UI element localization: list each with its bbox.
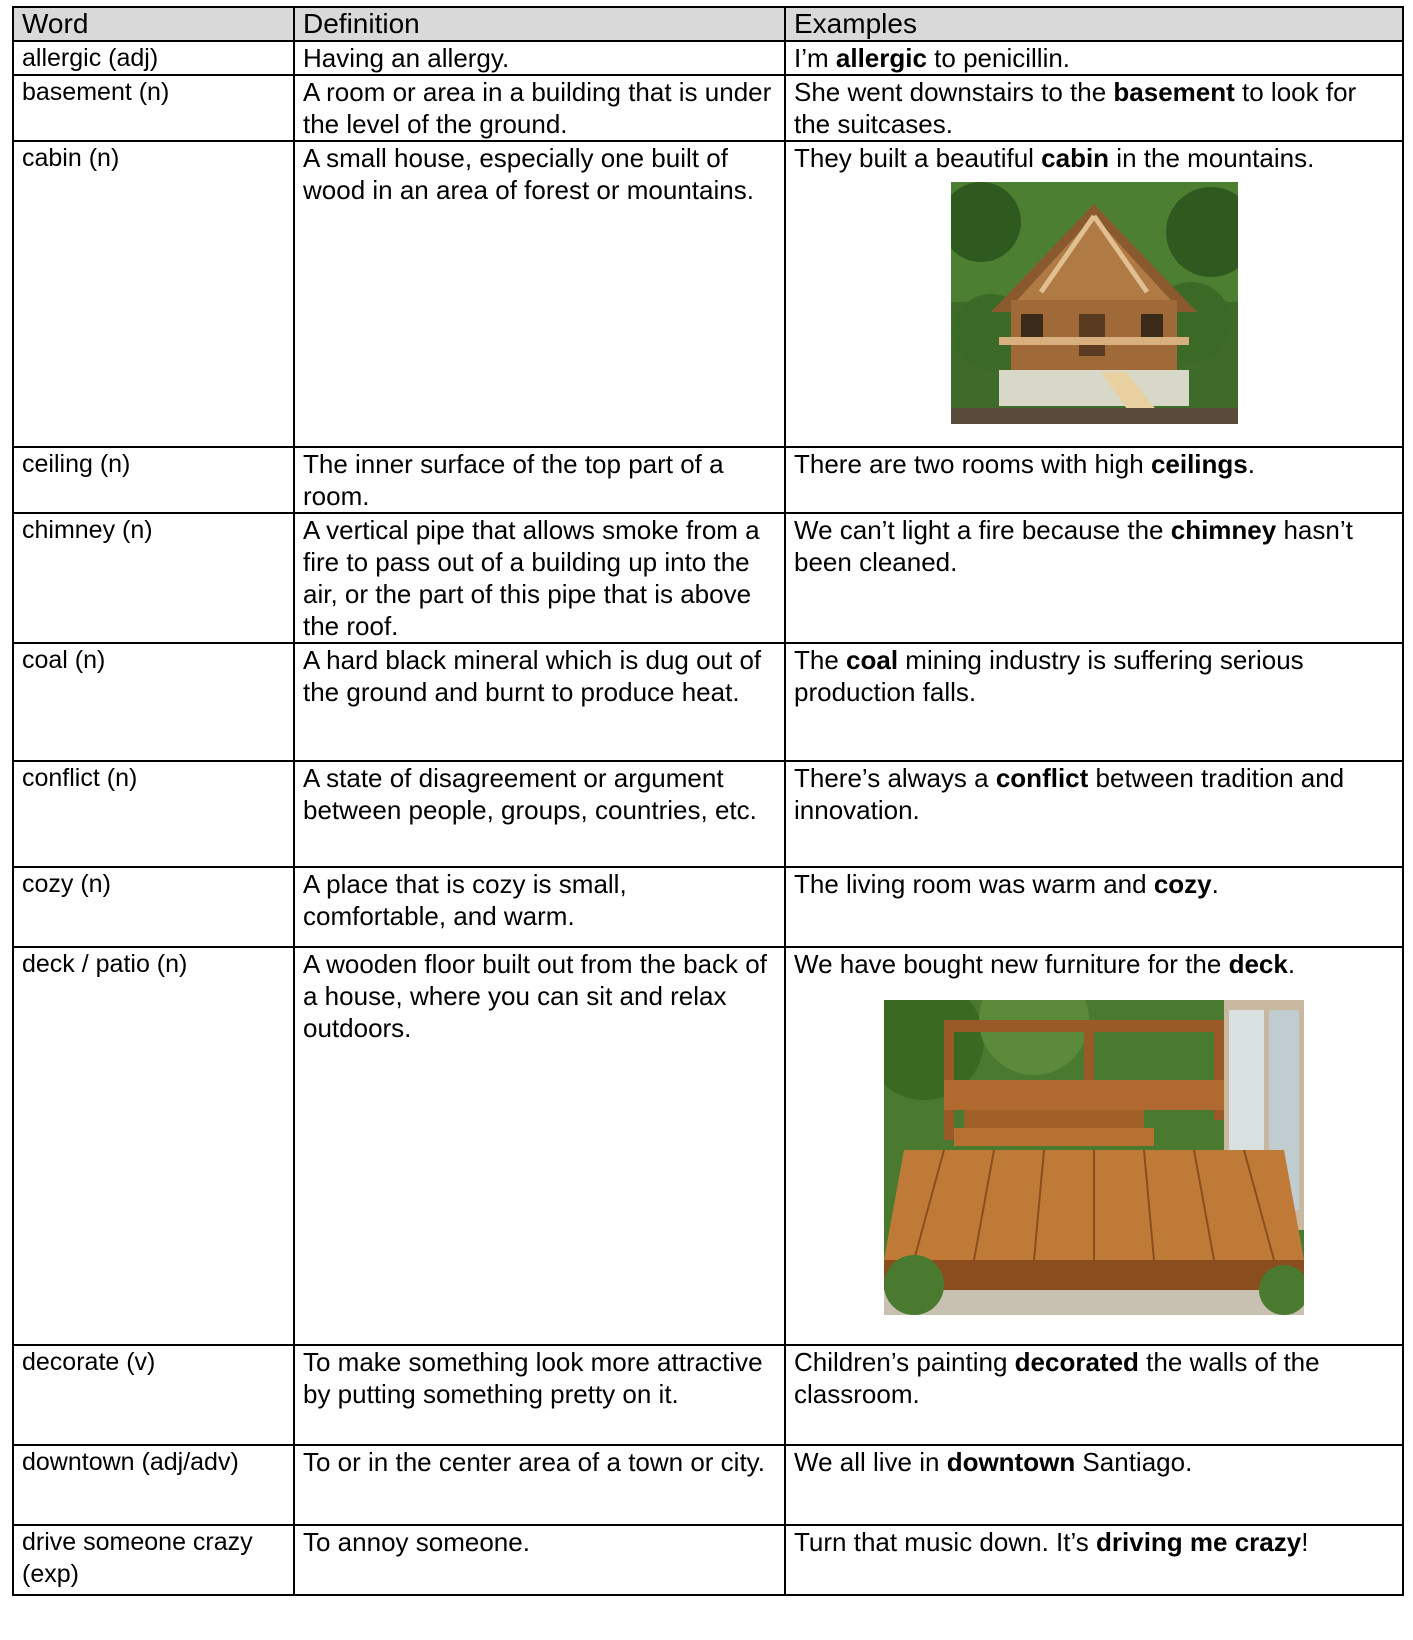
example-cell [785, 1525, 1403, 1595]
example-text: The living room was warm and [794, 869, 1154, 899]
table-row [13, 513, 1403, 643]
example-keyword: decorated [1014, 1347, 1139, 1377]
word-cell: ceiling (n) [13, 447, 294, 513]
example-text: to penicillin. [926, 43, 1071, 73]
example-text: to look for the suitcases. [794, 77, 1357, 139]
example-cell [785, 643, 1403, 761]
example-text: ! [1301, 1527, 1309, 1557]
table-row [13, 947, 1403, 1345]
definition-cell: A state of disagreement or argument between people, groups, countries, etc. [294, 761, 785, 867]
cabin-image-wrap [794, 174, 1394, 431]
definition-cell: A hard black mineral which is dug out of the ground and burnt to produce heat. [294, 643, 785, 761]
table-row [13, 41, 1403, 75]
definition-cell: To make something look more attractive by putting something pretty on it. [294, 1345, 785, 1445]
example-keyword: ceilings [1150, 449, 1248, 479]
example-cell [785, 947, 1403, 1345]
example-cell [785, 75, 1403, 141]
example-text: Santiago. [1075, 1447, 1193, 1477]
definition-cell: The inner surface of the top part of a room. [294, 447, 785, 513]
example-cell [785, 447, 1403, 513]
definition-cell: To or in the center area of a town or city. [294, 1445, 785, 1525]
table-row [13, 761, 1403, 867]
example-text: . [1247, 449, 1255, 479]
example-keyword: deck [1228, 949, 1288, 979]
word-cell: conflict (n) [13, 761, 294, 867]
word-cell: deck / patio (n) [13, 947, 294, 1345]
table-row [13, 75, 1403, 141]
example-keyword: conflict [995, 763, 1089, 793]
word-cell: downtown (adj/adv) [13, 1445, 294, 1525]
example-keyword: coal [846, 645, 899, 675]
definition-cell: Having an allergy. [294, 41, 785, 75]
example-text: The [794, 645, 847, 675]
example-text: hasn’t been cleaned. [794, 515, 1353, 577]
header-word: Word [13, 7, 294, 41]
example-keyword: cabin [1041, 143, 1110, 173]
example-keyword: downtown [946, 1447, 1076, 1477]
deck-photo [884, 1000, 1304, 1315]
table-row [13, 141, 1403, 447]
example-cell [785, 141, 1403, 447]
example-cell [785, 1445, 1403, 1525]
header-row [13, 7, 1403, 41]
word-cell: cozy (n) [13, 867, 294, 947]
deck-image-wrap [794, 980, 1394, 1322]
word-cell: decorate (v) [13, 1345, 294, 1445]
definition-cell: A wooden floor built out from the back of a house, where you can sit and relax outdoors. [294, 947, 785, 1345]
example-cell [785, 761, 1403, 867]
word-cell: allergic (adj) [13, 41, 294, 75]
example-text: There are two rooms with high [794, 449, 1151, 479]
example-text: I’m [794, 43, 836, 73]
example-text: in the mountains. [1109, 143, 1315, 173]
example-text: . [1211, 869, 1219, 899]
example-text: . [1287, 949, 1296, 979]
word-cell: cabin (n) [13, 141, 294, 447]
example-text: the walls of the classroom. [794, 1347, 1320, 1409]
example-cell [785, 1345, 1403, 1445]
example-text: between tradition and innovation. [794, 763, 1345, 825]
example-keyword: driving me crazy [1096, 1527, 1302, 1557]
example-cell [785, 41, 1403, 75]
word-cell: chimney (n) [13, 513, 294, 643]
definition-cell: A vertical pipe that allows smoke from a fire to pass out of a building up into the air, or the part of this pipe that is above the roof. [294, 513, 785, 643]
example-text: We can’t light a fire because the [794, 515, 1171, 545]
definition-cell: A place that is cozy is small, comfortable, and warm. [294, 867, 785, 947]
example-text: Turn that music down. It’s [794, 1527, 1097, 1557]
example-cell [785, 867, 1403, 947]
example-text: They built a beautiful [794, 143, 1042, 173]
table-row [13, 1525, 1403, 1595]
word-cell: basement (n) [13, 75, 294, 141]
table-row [13, 867, 1403, 947]
vocabulary-table [12, 6, 1404, 1596]
word-cell: drive someone crazy (exp) [13, 1525, 294, 1595]
header-definition: Definition [294, 7, 785, 41]
table-row [13, 1345, 1403, 1445]
example-text: There’s always a [794, 763, 996, 793]
example-text: Children’s painting [794, 1347, 1015, 1377]
definition-cell: A small house, especially one built of wood in an area of forest or mountains. [294, 141, 785, 447]
definition-cell: To annoy someone. [294, 1525, 785, 1595]
cabin-photo [951, 182, 1238, 424]
example-text: mining industry is suffering serious production falls. [794, 645, 1304, 707]
header-examples: Examples [785, 7, 1403, 41]
example-text: We have bought new furniture for the [794, 949, 1229, 979]
example-text: She went downstairs to the [794, 77, 1114, 107]
example-keyword: cozy [1153, 869, 1212, 899]
example-keyword: chimney [1170, 515, 1277, 545]
example-text: We all live in [794, 1447, 947, 1477]
table-row [13, 447, 1403, 513]
example-keyword: basement [1113, 77, 1235, 107]
example-cell [785, 513, 1403, 643]
definition-cell: A room or area in a building that is under the level of the ground. [294, 75, 785, 141]
example-keyword: allergic [835, 43, 927, 73]
word-cell: coal (n) [13, 643, 294, 761]
table-row [13, 1445, 1403, 1525]
table-row [13, 643, 1403, 761]
